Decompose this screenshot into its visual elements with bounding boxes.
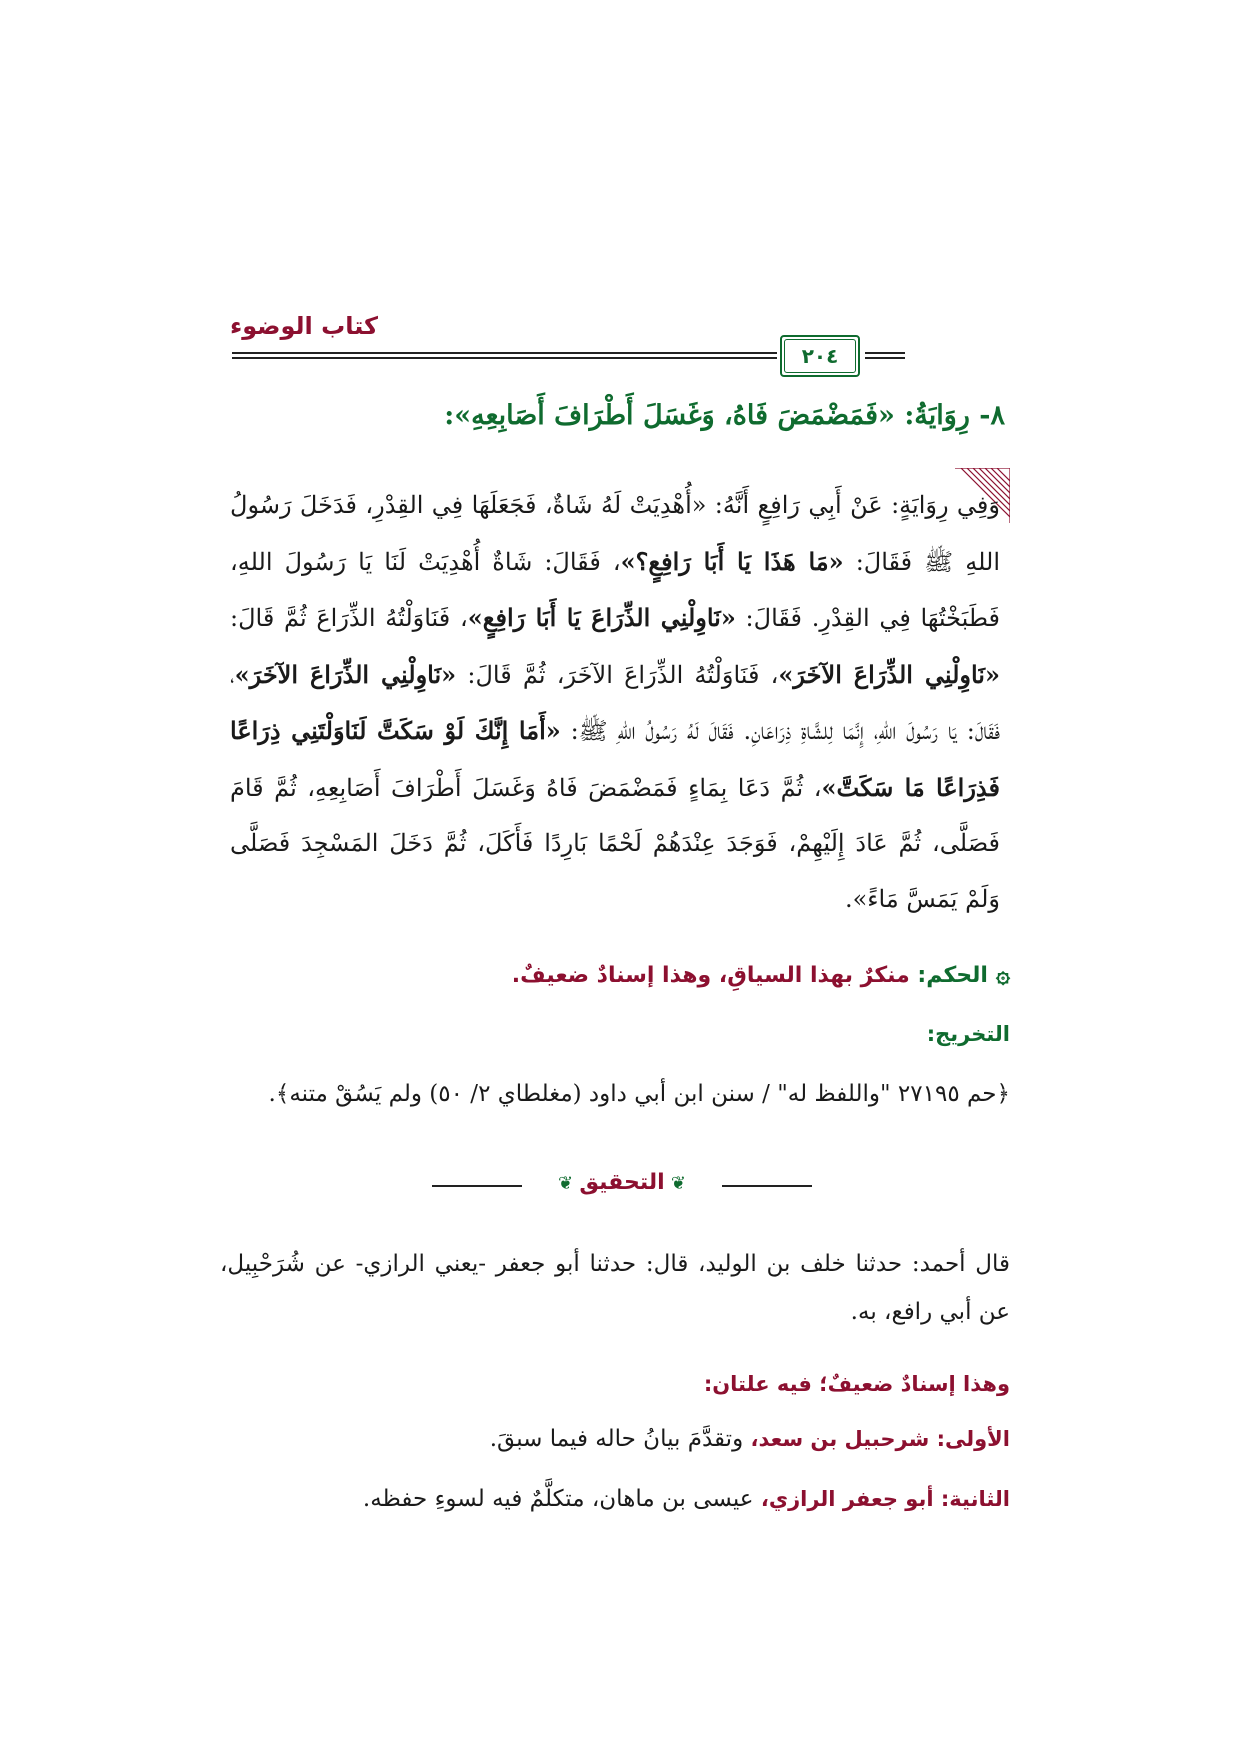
hadith-segment: ، فَنَاوَلْتُهُ الذِّرَاعَ الآخَرَ، ثُمَّ قَالَ:: [456, 660, 779, 689]
first-defect-text: وتقدَّمَ بيانُ حاله فيما سبقَ.: [489, 1426, 751, 1452]
hadith-segment: ، ثُمَّ دَعَا بِمَاءٍ فَمَضْمَضَ فَاهُ وَغَسَلَ أَطْرَافَ أَصَابِعِهِ، ثُمَّ قَامَ فَصَلَّى، ثُمَّ عَادَ إِلَيْهِمْ، فَوَجَدَ عِنْدَهُمْ لَحْمًا بَارِدًا فَأَكَلَ، ثُمَّ دَخَلَ المَسْجِدَ فَصَلَّى وَلَمْ يَمَسَّ مَاءً».: [230, 773, 1000, 913]
prophet-quote: «مَا هَذَا يَا أَبَا رَافِعٍ؟»: [620, 546, 844, 576]
ornament-icon: ❦: [664, 1173, 686, 1194]
takhrij-text: ﴿حم ٢٧١٩٥ "واللفظ له" / سنن ابن أبي داود (مغلطاي ٢/ ٥٠) ولم يَسُقْ متنه﴾.: [268, 1081, 1010, 1107]
verdict-text: منكرٌ بهذا السياقِ، وهذا إسنادٌ ضعيفٌ.: [511, 963, 918, 988]
verdict-label: الحكم:: [917, 963, 988, 988]
first-defect-label: الأولى:: [936, 1427, 1010, 1451]
prophet-quote: «نَاوِلْنِي الذِّرَاعَ الآخَرَ»: [778, 659, 1000, 689]
second-defect-text: عيسى بن ماهان، متكلَّمٌ فيه لسوءِ حفظه.: [362, 1486, 761, 1512]
header-rule: [865, 357, 905, 359]
hadith-segment: ، فَقَالَ: شَاةٌ أُهْدِيَتْ لَنَا يَا رَسُولَ اللهِ، فَطَبَخْتُهَا فِي القِدْرِ. فَقَالَ:: [230, 547, 1001, 632]
second-defect-label: الثانية:: [940, 1487, 1010, 1511]
tahqiq-divider: [432, 1170, 812, 1200]
ornament-icon: ❦: [557, 1173, 580, 1194]
page-number: ٢٠٤: [784, 339, 856, 373]
tahqiq-title-wrap: [432, 1170, 812, 1195]
page-number-frame: [780, 335, 860, 377]
prophet-quote: «أَمَا إِنَّكَ لَوْ سَكَتَّ لَنَاوَلْتَنِي ذِرَاعًا فَذِرَاعًا مَا سَكَتَّ»: [230, 716, 1000, 802]
takhrij-label: التخريج:: [926, 1022, 1010, 1046]
prophet-quote: «نَاوِلْنِي الذِّرَاعَ يَا أَبَا رَافِعٍ»: [467, 603, 736, 632]
book-title: كتاب الوضوء: [229, 312, 378, 340]
header-rule: [865, 352, 905, 354]
first-defect-name: شرحبيل بن سعد،: [750, 1427, 937, 1451]
hadith-text: [230, 478, 1000, 927]
chain-paragraph: قال أحمد: حدثنا خلف بن الوليد، قال: حدثنا أبو جعفر -يعني الرازي- عن شُرَحْبِيل، عن أبي رافع، به.: [220, 1251, 1010, 1325]
header-rule: [232, 352, 777, 354]
hadith-segment: وَفِي رِوَايَةٍ: عَنْ أَبِي رَافِعٍ أَنَّهُ: «أُهْدِيَتْ لَهُ شَاةٌ، فَجَعَلَهَا فِي القِدْرِ، فَدَخَلَ رَسُولُ اللهِ ﷺ فَقَالَ:: [230, 491, 1001, 576]
second-defect: [220, 1475, 1010, 1523]
header-rule: [232, 357, 777, 359]
prophet-quote: «نَاوِلْنِي الذِّرَاعَ الآخَرَ»: [234, 659, 457, 689]
second-defect-name: أبو جعفر الرازي،: [760, 1487, 941, 1511]
section-heading: ٨- رِوَايَةُ: «فَمَضْمَضَ فَاهُ، وَغَسَلَ أَطْرَافَ أَصَابِعِهِ»:: [444, 400, 1005, 431]
verdict-line: [230, 960, 1010, 988]
hadith-segment: ، فَنَاوَلْتُهُ الذِّرَاعَ ثُمَّ قَالَ:: [230, 604, 468, 632]
hadith-segment: ، فَقَالَ: يَا رَسُولَ اللهِ، إِنَّمَا لِلشَّاةِ ذِرَاعَانِ. فَقَالَ لَهُ رَسُولُ اللهِ ﷺ:: [230, 660, 1000, 745]
weak-chain-label: وهذا إسنادٌ ضعيفٌ؛ فيه علتان:: [703, 1372, 1010, 1396]
first-defect: [220, 1415, 1010, 1463]
flower-ornament-icon: ۞: [995, 960, 1010, 988]
tahqiq-title: التحقيق: [579, 1170, 665, 1195]
